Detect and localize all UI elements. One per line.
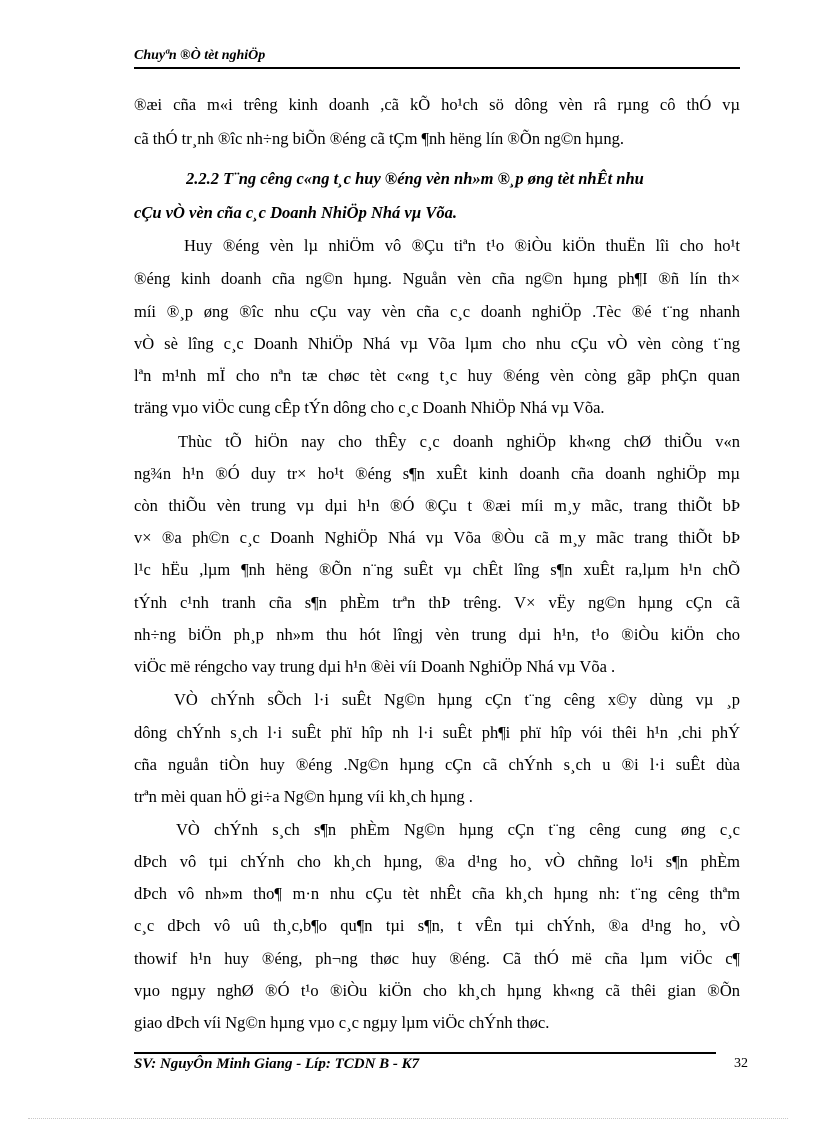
body-line: vµo ngµy nghØ ®Ó t¹o ®iÒu kiÖn cho kh¸ch hµng kh«ng cã thêi gian ®Õn (134, 981, 740, 1000)
body-line: cña nguån tiÒn huy ®éng .Ng©n hµng cÇn cã chÝnh s¸ch u ®i l·i suÊt dùa (134, 755, 740, 774)
body-line: còn thiÕu vèn trung vµ dµi h¹n ®Ó ®Çu t ®æi míi m¸y mãc, trang thiÕt bÞ (134, 496, 740, 515)
body-line: Thùc tÕ hiÖn nay cho thÊy c¸c doanh nghiÖp kh«ng chØ thiÕu v«n (178, 432, 740, 451)
body-line: dông chÝnh s¸ch l·i suÊt phï hîp nh l·i suÊt ph¶i phï hîp vói thêi h¹n ,chi phÝ (134, 723, 740, 742)
body-line: vÒ sè lîng c¸c Doanh NhiÖp Nhá vµ Võa lµm cho nhu cÇu vÒ vèn còng t¨ng (134, 334, 740, 353)
page-bottom-edge (28, 1118, 788, 1119)
body-line: tÝnh c¹nh tranh cña s¶n phÈm trªn thÞ trêng. V× vËy ng©n hµng cÇn cã (134, 593, 740, 612)
footer-student-info: SV: NguyÔn Minh Giang - Líp: TCDN B - K7 (134, 1056, 420, 1072)
body-line: ®æi cña m«i trêng kinh doanh ,cã kÕ ho¹ch sö dông vèn râ rµng cô thÓ vµ (134, 95, 740, 114)
body-line: thowif h¹n huy ®éng, ph¬ng thøc huy ®éng. Cã thÓ më cña lµm viÖc c¶ (134, 949, 740, 968)
section-heading: cÇu vÒ vèn cña c¸c Doanh NhiÖp Nhá vµ Võa. (134, 203, 457, 222)
body-line: Huy ®éng vèn lµ nhiÖm vô ®Çu tiªn t¹o ®iÒu kiÖn thuËn lîi cho ho¹t (184, 236, 740, 255)
body-line: míi ®¸p øng ®îc nhu cÇu vay vèn cña c¸c doanh nghiÖp .Tèc ®é t¨ng nhanh (134, 302, 740, 321)
body-line: c¸c dÞch vô uû th¸c,b¶o qu¶n tµi s¶n, t vÊn tµi chÝnh, ®a d¹ng ho¸ vÒ (134, 916, 740, 935)
body-line: VÒ chÝnh s¸ch s¶n phÈm Ng©n hµng cÇn t¨ng cêng cung øng c¸c (176, 820, 740, 839)
body-line: dÞch vô nh»m tho¶ m·n nhu cÇu tèt nhÊt cña kh¸ch hµng nh: t¨ng cêng thªm (134, 884, 740, 903)
footer-rule (134, 1052, 716, 1054)
body-line: dÞch vô tµi chÝnh cho kh¸ch hµng, ®a d¹ng ho¸ vÒ chñng lo¹i s¶n phÈm (134, 852, 740, 871)
body-line: lªn m¹nh mÏ cho nªn tæ chøc tèt c«ng t¸c huy ®éng vèn còng gãp phÇn quan (134, 366, 740, 385)
body-line: giao dÞch víi Ng©n hµng vµo c¸c ngµy lµm viÖc chÝnh thøc. (134, 1013, 550, 1032)
body-line: träng vµo viÖc cung cÊp tÝn dông cho c¸c Doanh NhiÖp Nhá vµ Võa. (134, 398, 605, 417)
section-heading: 2.2.2 T¨ng cêng c«ng t¸c huy ®éng vèn nh»m ®¸p øng tèt nhÊt nhu (186, 169, 644, 188)
body-line: cã thÓ tr¸nh ®îc nh÷ng biÕn ®éng cã tÇm ¶nh hëng lín ®Õn ng©n hµng. (134, 129, 624, 148)
body-line: ng¾n h¹n ®Ó duy tr× ho¹t ®éng s¶n xuÊt kinh doanh cña doanh nghiÖp mµ (134, 464, 740, 483)
header-title: Chuyªn ®Ò tèt nghiÖp (134, 48, 266, 63)
body-line: viÖc më réngcho vay trung dµi h¹n ®èi víi Doanh NghiÖp Nhá vµ Võa . (134, 657, 616, 676)
body-line: v× ®a ph©n c¸c Doanh NghiÖp Nhá vµ Võa ®Òu cã m¸y mãc trang thiÕt bÞ (134, 528, 740, 547)
body-line: nh÷ng biÖn ph¸p nh»m thu hót lîngj vèn trung dµi h¹n, t¹o ®iÒu kiÖn cho (134, 625, 740, 644)
header-rule (134, 67, 740, 69)
body-line: trªn mèi quan hÖ gi÷a Ng©n hµng víi kh¸ch hµng . (134, 787, 473, 806)
page-number: 32 (734, 1056, 748, 1071)
body-line: l¹c hËu ,lµm ¶nh hëng ®Õn n¨ng suÊt vµ chÊt lîng s¶n xuÊt ra,lµm h¹n chÕ (134, 560, 740, 579)
body-line: VÒ chÝnh sÕch l·i suÊt Ng©n hµng cÇn t¨ng cêng x©y dùng vµ ¸p (174, 690, 740, 709)
body-line: ®éng kinh doanh cña ng©n hµng. Nguån vèn cña ng©n hµng ph¶I ®ñ lín th× (134, 269, 740, 288)
